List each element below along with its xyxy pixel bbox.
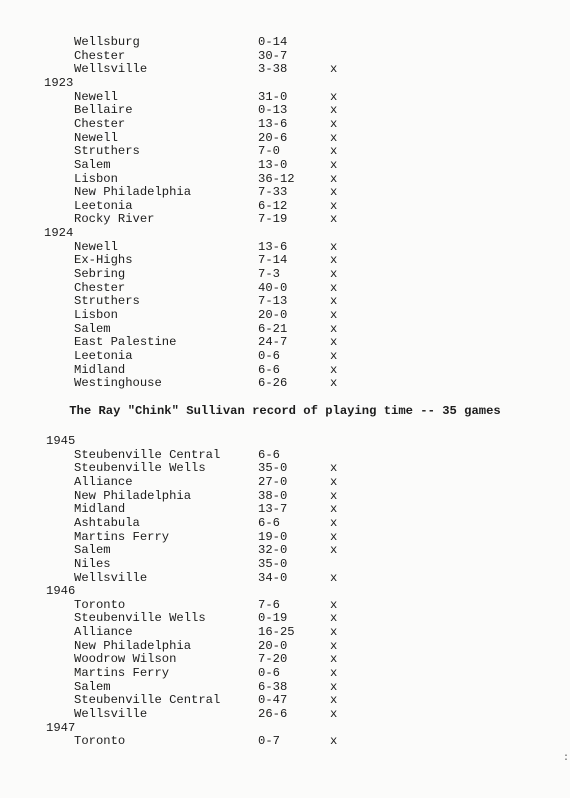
played-mark: x xyxy=(330,144,338,159)
opponent-name: Woodrow Wilson xyxy=(74,652,177,667)
game-row xyxy=(0,475,570,489)
played-mark: x xyxy=(330,679,338,694)
played-mark: x xyxy=(330,335,338,350)
game-row xyxy=(0,62,570,76)
played-mark: x xyxy=(330,185,338,200)
game-score: 6-6 xyxy=(258,515,280,530)
opponent-name: Wellsburg xyxy=(74,35,140,49)
game-row xyxy=(0,376,570,390)
game-row xyxy=(0,734,570,748)
game-row xyxy=(0,625,570,639)
game-row xyxy=(0,461,570,475)
played-mark: x xyxy=(330,638,338,653)
game-score: 0-6 xyxy=(258,666,280,681)
played-mark: x xyxy=(330,625,338,640)
season-year: 1923 xyxy=(44,75,74,90)
played-mark: x xyxy=(330,461,338,476)
game-score: 0-19 xyxy=(258,611,288,626)
game-row xyxy=(0,103,570,117)
game-row xyxy=(0,571,570,585)
game-score: 0-14 xyxy=(258,35,288,49)
opponent-name: Chester xyxy=(74,48,126,63)
game-row xyxy=(0,117,570,131)
opponent-name: Chester xyxy=(74,280,126,295)
game-score: 7-13 xyxy=(258,294,288,309)
opponent-name: Struthers xyxy=(74,294,140,309)
game-row xyxy=(0,281,570,295)
played-mark: x xyxy=(330,239,338,254)
opponent-name: Bellaire xyxy=(74,103,133,118)
season-year: 1945 xyxy=(46,434,76,448)
played-mark: x xyxy=(330,362,338,377)
game-row xyxy=(0,308,570,322)
game-score: 0-47 xyxy=(258,693,288,708)
game-score: 6-6 xyxy=(258,447,280,462)
game-score: 7-20 xyxy=(258,652,288,667)
game-row xyxy=(0,199,570,213)
played-mark: x xyxy=(330,515,338,530)
opponent-name: Sebring xyxy=(74,267,126,282)
game-row xyxy=(0,680,570,694)
game-score: 27-0 xyxy=(258,474,288,489)
played-mark: x xyxy=(330,103,338,118)
played-mark: x xyxy=(330,212,338,227)
game-score: 20-0 xyxy=(258,638,288,653)
game-score: 19-0 xyxy=(258,529,288,544)
game-row xyxy=(0,35,570,49)
opponent-name: Salem xyxy=(74,543,111,558)
game-score: 40-0 xyxy=(258,280,288,295)
opponent-name: Steubenville Central xyxy=(74,447,221,462)
game-score: 13-0 xyxy=(258,157,288,172)
opponent-name: Martins Ferry xyxy=(74,529,170,544)
opponent-name: Ex-Highs xyxy=(74,253,133,268)
opponent-name: Chester xyxy=(74,116,126,131)
played-mark: x xyxy=(330,529,338,544)
opponent-name: Steubenville Wells xyxy=(74,461,206,476)
game-score: 0-7 xyxy=(258,734,280,749)
opponent-name: Wellsville xyxy=(74,62,148,77)
opponent-name: East Palestine xyxy=(74,335,177,350)
opponent-name: Leetonia xyxy=(74,348,133,363)
played-mark: x xyxy=(330,597,338,612)
game-score: 0-6 xyxy=(258,348,280,363)
game-row xyxy=(0,158,570,172)
game-score: 6-6 xyxy=(258,362,280,377)
game-score: 35-0 xyxy=(258,461,288,476)
game-score: 38-0 xyxy=(258,488,288,503)
played-mark: x xyxy=(330,308,338,322)
opponent-name: Salem xyxy=(74,321,111,336)
game-score: 13-6 xyxy=(258,239,288,254)
played-mark: x xyxy=(330,89,338,104)
game-row xyxy=(0,693,570,707)
opponent-name: Newell xyxy=(74,130,118,145)
game-row xyxy=(0,322,570,336)
played-mark: x xyxy=(330,734,338,749)
game-score: 6-12 xyxy=(258,198,288,213)
game-row xyxy=(0,639,570,653)
game-score: 6-38 xyxy=(258,679,288,694)
game-score: 35-0 xyxy=(258,556,288,571)
game-score: 24-7 xyxy=(258,335,288,350)
played-mark: x xyxy=(330,116,338,131)
game-score: 20-6 xyxy=(258,130,288,145)
played-mark: x xyxy=(330,294,338,309)
opponent-name: Martins Ferry xyxy=(74,666,170,681)
game-row xyxy=(0,666,570,680)
season-year: 1946 xyxy=(46,584,76,599)
played-mark: x xyxy=(330,62,338,77)
game-score: 16-25 xyxy=(258,625,295,640)
game-row xyxy=(0,448,570,462)
game-row xyxy=(0,212,570,226)
game-score: 31-0 xyxy=(258,89,288,104)
played-mark: x xyxy=(330,666,338,681)
played-mark: x xyxy=(330,321,338,336)
game-row xyxy=(0,185,570,199)
game-score: 0-13 xyxy=(258,103,288,118)
opponent-name: Midland xyxy=(74,362,126,377)
game-score: 6-26 xyxy=(258,376,288,391)
game-row xyxy=(0,363,570,377)
game-row xyxy=(0,90,570,104)
played-mark: x xyxy=(330,570,338,585)
played-mark: x xyxy=(330,348,338,363)
opponent-name: Salem xyxy=(74,157,111,172)
opponent-name: Lisbon xyxy=(74,308,118,322)
opponent-name: Alliance xyxy=(74,625,133,640)
season-year: 1924 xyxy=(44,226,74,241)
opponent-name: Midland xyxy=(74,502,126,517)
game-row xyxy=(0,557,570,571)
game-row xyxy=(0,611,570,625)
opponent-name: Wellsville xyxy=(74,707,148,721)
game-row xyxy=(0,502,570,516)
game-score: 13-7 xyxy=(258,502,288,517)
game-row xyxy=(0,516,570,530)
opponent-name: New Philadelphia xyxy=(74,185,192,200)
played-mark: x xyxy=(330,171,338,186)
opponent-name: Niles xyxy=(74,556,111,571)
opponent-name: Ashtabula xyxy=(74,515,140,530)
game-row xyxy=(0,652,570,666)
played-mark: x xyxy=(330,280,338,295)
played-mark: x xyxy=(330,474,338,489)
game-row xyxy=(0,172,570,186)
played-mark: x xyxy=(330,267,338,282)
game-row xyxy=(0,335,570,349)
game-row xyxy=(0,144,570,158)
opponent-name: Leetonia xyxy=(74,198,133,213)
game-row xyxy=(0,131,570,145)
game-row xyxy=(0,253,570,267)
game-row xyxy=(0,598,570,612)
game-row xyxy=(0,489,570,503)
game-row xyxy=(0,267,570,281)
opponent-name: Toronto xyxy=(74,734,126,749)
played-mark: x xyxy=(330,543,338,558)
opponent-name: Wellsville xyxy=(74,570,148,585)
season-year: 1947 xyxy=(46,720,76,735)
game-score: 34-0 xyxy=(258,570,288,585)
game-score: 20-0 xyxy=(258,308,288,322)
opponent-name: Rocky River xyxy=(74,212,155,227)
opponent-name: New Philadelphia xyxy=(74,638,192,653)
opponent-name: Newell xyxy=(74,89,118,104)
game-score: 7-19 xyxy=(258,212,288,227)
game-score: 3-38 xyxy=(258,62,288,77)
game-score: 7-3 xyxy=(258,267,280,282)
game-row xyxy=(0,349,570,363)
played-mark: x xyxy=(330,130,338,145)
opponent-name: Salem xyxy=(74,679,111,694)
opponent-name: New Philadelphia xyxy=(74,488,192,503)
played-mark: x xyxy=(330,707,338,721)
game-score: 6-21 xyxy=(258,321,288,336)
opponent-name: Alliance xyxy=(74,474,133,489)
played-mark: x xyxy=(330,502,338,517)
played-mark: x xyxy=(330,253,338,268)
game-score: 32-0 xyxy=(258,543,288,558)
game-score: 7-33 xyxy=(258,185,288,200)
game-score: 30-7 xyxy=(258,48,288,63)
opponent-name: Struthers xyxy=(74,144,140,159)
played-mark: x xyxy=(330,198,338,213)
game-score: 7-0 xyxy=(258,144,280,159)
played-mark: x xyxy=(330,488,338,503)
game-score: 26-6 xyxy=(258,707,288,721)
opponent-name: Steubenville Central xyxy=(74,693,221,708)
page-mark: : xyxy=(563,753,570,764)
opponent-name: Steubenville Wells xyxy=(74,611,206,626)
game-score: 7-14 xyxy=(258,253,288,268)
game-row xyxy=(0,530,570,544)
game-row xyxy=(0,707,570,721)
game-row xyxy=(0,240,570,254)
game-score: 13-6 xyxy=(258,116,288,131)
opponent-name: Toronto xyxy=(74,597,126,612)
game-score: 36-12 xyxy=(258,171,295,186)
played-mark: x xyxy=(330,157,338,172)
played-mark: x xyxy=(330,693,338,708)
opponent-name: Newell xyxy=(74,239,118,254)
played-mark: x xyxy=(330,652,338,667)
game-score: 7-6 xyxy=(258,597,280,612)
opponent-name: Westinghouse xyxy=(74,376,162,391)
opponent-name: Lisbon xyxy=(74,171,118,186)
game-row xyxy=(0,294,570,308)
game-row xyxy=(0,49,570,63)
record-heading: The Ray "Chink" Sullivan record of playing time -- 35 games xyxy=(69,404,501,418)
played-mark: x xyxy=(330,376,338,391)
played-mark: x xyxy=(330,611,338,626)
game-row xyxy=(0,543,570,557)
